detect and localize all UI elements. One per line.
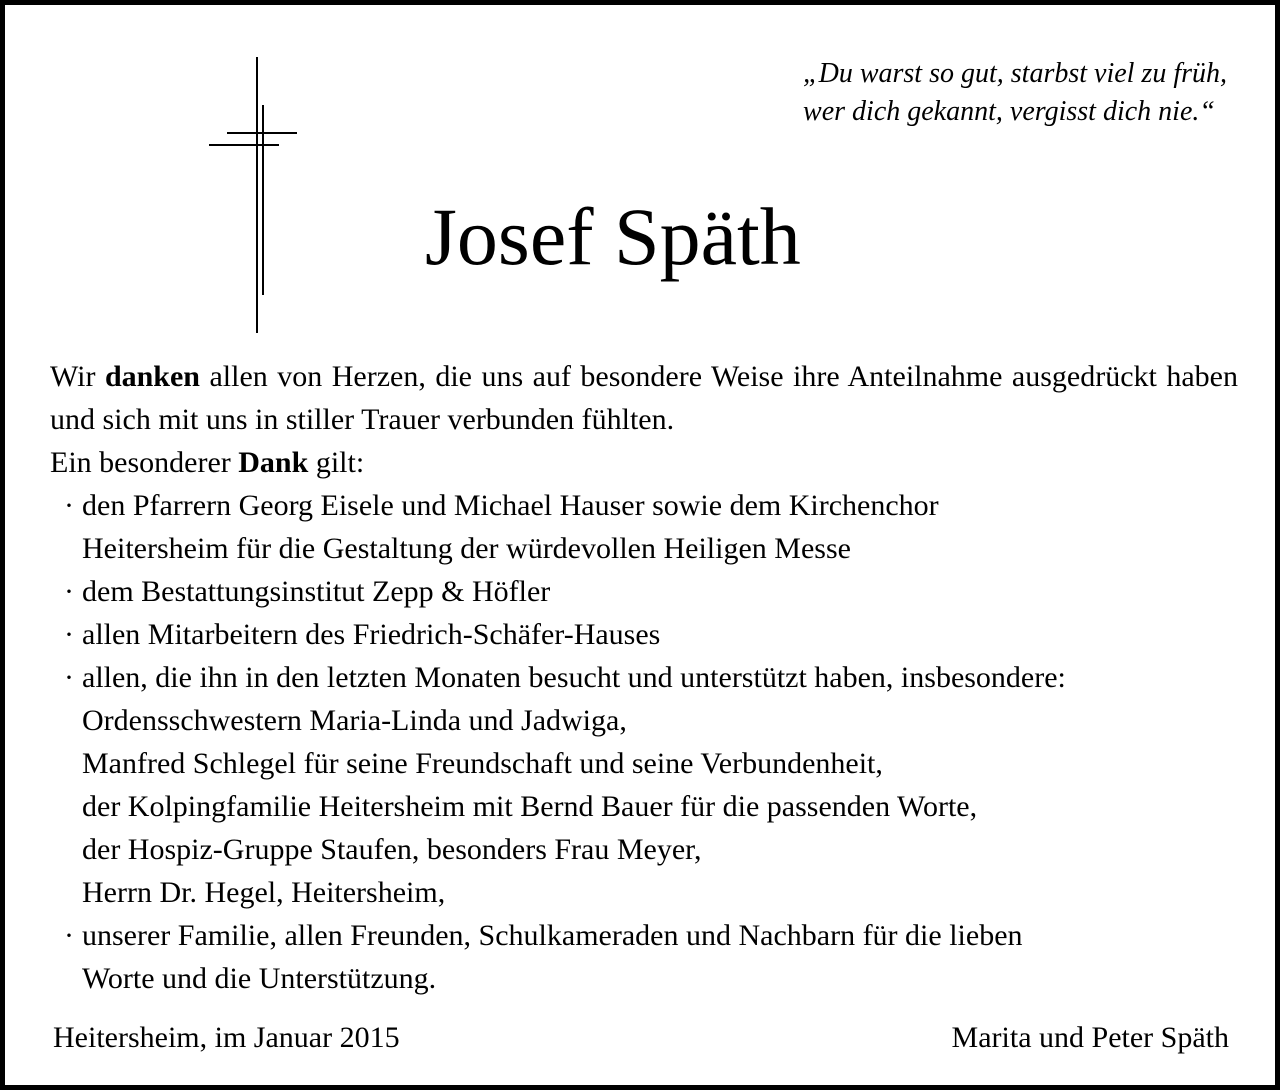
list-item-text: allen Mitarbeitern des Friedrich-Schäfer-Hauses <box>82 618 661 651</box>
quote-line: wer dich gekannt, vergisst dich nie.“ <box>803 96 1215 127</box>
thanks-body <box>50 355 1238 1000</box>
signers: Marita und Peter Späth <box>951 1021 1229 1054</box>
intro-paragraph <box>50 355 1238 441</box>
list-item-text: unserer Familie, allen Freunden, Schulkameraden und Nachbarn für die lieben <box>82 919 1023 952</box>
intro-bold-text: danken <box>104 360 200 393</box>
sub-list-line: Ordensschwestern Maria-Linda und Jadwiga, <box>82 704 627 737</box>
sub-list-line: der Kolpingfamilie Heitersheim mit Bernd Bauer für die passenden Worte, <box>82 790 978 823</box>
thanks-list-item <box>50 613 1238 656</box>
place-and-date: Heitersheim, im Januar 2015 <box>53 1021 400 1054</box>
bullet-marker: · <box>64 489 74 522</box>
thanks-heading-text: Ein besonderer <box>50 446 239 479</box>
list-item-text: den Pfarrern Georg Eisele und Michael Hauser sowie dem Kirchenchor <box>82 489 939 522</box>
list-item-text: dem Bestattungsinstitut Zepp & Höfler <box>82 575 551 608</box>
bullet-marker: · <box>64 618 74 651</box>
list-item-text: Worte und die Unterstützung. <box>82 962 437 995</box>
thanks-heading-text: gilt: <box>308 446 365 479</box>
memorial-quote <box>803 55 1227 131</box>
thanks-list-item <box>50 484 1238 570</box>
quote-line: „Du warst so gut, starbst viel zu früh, <box>803 58 1227 89</box>
sub-list-line: Herrn Dr. Hegel, Heitersheim, <box>82 876 446 909</box>
deceased-name: Josef Späth <box>425 191 801 282</box>
list-item-text: Heitersheim für die Gestaltung der würdevollen Heiligen Messe <box>82 532 851 565</box>
thanks-list-item <box>50 656 1238 699</box>
sub-list-line: der Hospiz-Gruppe Staufen, besonders Frau Meyer, <box>82 833 702 866</box>
thanks-list-item <box>50 570 1238 613</box>
list-item-text: allen, die ihn in den letzten Monaten besucht und unterstützt haben, insbesondere: <box>82 661 1066 694</box>
bullet-marker: · <box>64 661 74 694</box>
cross-icon <box>205 57 305 337</box>
intro-text: allen von Herzen, die uns auf besondere Weise ihre Anteilnahme ausgedrückt haben und sich mit uns in stiller Trauer verbunden fühlten. <box>50 360 1238 436</box>
thanks-heading-bold: Dank <box>238 446 309 479</box>
bullet-marker: · <box>64 919 74 952</box>
thanks-heading <box>50 441 1238 484</box>
intro-text: Wir <box>50 360 105 393</box>
bullet-marker: · <box>64 575 74 608</box>
thanks-list-item <box>50 914 1238 1000</box>
sub-list-line: Manfred Schlegel für seine Freundschaft und seine Verbundenheit, <box>82 747 883 780</box>
